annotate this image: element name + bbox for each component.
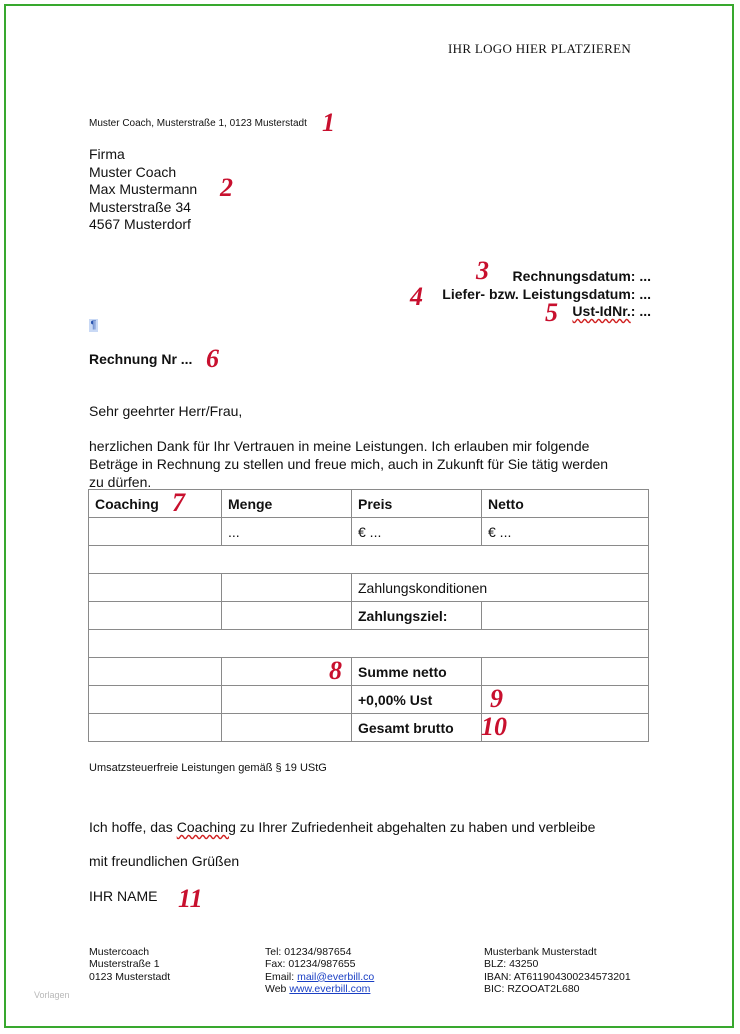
sender-line: Muster Coach, Musterstraße 1, 0123 Musterstadt	[89, 118, 307, 129]
table-cell	[89, 574, 222, 602]
recipient-line: Muster Coach	[89, 163, 177, 180]
table-cell	[89, 546, 649, 574]
table-row	[89, 574, 649, 602]
recipient-line: 4567 Musterdorf	[89, 216, 191, 232]
table-cell: € ...	[352, 518, 482, 546]
header-menge: Menge	[222, 490, 352, 518]
closing-text: zu Ihrer Zufriedenheit abgehalten zu haben und verbleibe	[235, 819, 596, 835]
footer-line: IBAN: AT611904300234573201	[484, 970, 631, 983]
table-cell	[89, 602, 222, 630]
footer-line: BLZ: 43250	[484, 958, 539, 971]
signature-name: IHR NAME	[89, 888, 158, 904]
intro-line: Beträge in Rechnung zu stellen und freue mich, auch in Zukunft für Sie tätig werden	[89, 456, 609, 472]
header-coaching: Coaching	[89, 490, 222, 518]
annotation-number-3: 3	[476, 256, 489, 285]
payment-due-value	[482, 602, 649, 630]
annotation-number-5: 5	[545, 298, 558, 327]
table-row	[89, 714, 649, 742]
annotation-number-11: 11	[178, 884, 203, 913]
footer-line: 0123 Musterstadt	[89, 970, 171, 983]
closing-sentence	[89, 819, 595, 835]
header-netto: Netto	[482, 490, 649, 518]
invoice-title: Rechnung Nr ...	[89, 351, 193, 367]
header-preis: Preis	[352, 490, 482, 518]
footer-company	[89, 946, 170, 983]
table-cell	[222, 602, 352, 630]
email-link[interactable]: mail@everbill.co	[297, 970, 375, 983]
annotation-number-10: 10	[481, 712, 507, 741]
footer-tel: Tel: 01234/987654	[265, 946, 352, 958]
closing-greeting: mit freundlichen Grüßen	[89, 853, 240, 869]
vat-id-label: Ust-IdNr.	[572, 303, 631, 319]
annotation-number-6: 6	[206, 344, 219, 373]
sum-net-label: Summe netto	[352, 658, 482, 686]
table-cell	[222, 714, 352, 742]
watermark: Vorlagen	[34, 990, 70, 1000]
footer-line: Musterstraße 1	[89, 958, 160, 971]
web-label: Web	[265, 982, 290, 995]
intro-paragraph	[89, 437, 608, 491]
footer-fax: Fax: 01234/987655	[265, 958, 356, 971]
table-cell	[89, 518, 222, 546]
table-row	[89, 518, 649, 546]
vat-label: +0,00% Ust	[352, 686, 482, 714]
footer-line: BIC: RZOOAT2L680	[484, 982, 580, 995]
intro-line: zu dürfen.	[89, 474, 152, 490]
table-cell: ...	[222, 518, 352, 546]
table-row	[89, 686, 649, 714]
table-cell	[89, 658, 222, 686]
table-row	[89, 658, 649, 686]
annotation-number-7: 7	[172, 488, 185, 517]
annotation-number-4: 4	[410, 282, 423, 311]
invoice-date: Rechnungsdatum: ...	[512, 268, 651, 284]
footer-line: Musterbank Musterstadt	[484, 946, 597, 958]
vat-id	[572, 303, 651, 319]
logo-placeholder: IHR LOGO HIER PLATZIEREN	[448, 41, 632, 56]
closing-highlight: Coaching	[176, 819, 236, 835]
table-row	[89, 630, 649, 658]
table-row	[89, 546, 649, 574]
table-cell	[89, 686, 222, 714]
table-cell	[89, 714, 222, 742]
invoice-table	[88, 489, 649, 742]
annotation-number-8: 8	[329, 656, 342, 685]
payment-terms-cell: Zahlungskonditionen	[352, 574, 649, 602]
sum-net-value	[482, 658, 649, 686]
vat-id-value: : ...	[630, 303, 651, 319]
recipient-line: Firma	[89, 146, 125, 162]
annotation-number-1: 1	[322, 108, 335, 137]
website-link[interactable]: www.everbill.com	[289, 982, 371, 995]
footer-bank	[484, 946, 631, 995]
salutation: Sehr geehrter Herr/Frau,	[89, 403, 243, 419]
footer-web	[265, 983, 374, 995]
total-gross-label: Gesamt brutto	[352, 714, 482, 742]
closing-text: Ich hoffe, das	[89, 819, 177, 835]
recipient-line: Max Mustermann	[89, 181, 198, 197]
recipient-line: Musterstraße 34	[89, 198, 191, 215]
table-row	[89, 602, 649, 630]
paragraph-mark-icon: ¶	[90, 319, 97, 331]
payment-due-label: Zahlungsziel:	[352, 602, 482, 630]
tax-note: Umsatzsteuerfreie Leistungen gemäß § 19 UStG	[89, 762, 327, 774]
annotation-number-2: 2	[220, 173, 233, 202]
vat-value	[482, 686, 649, 714]
email-label: Email:	[265, 970, 298, 983]
footer-contact	[265, 946, 374, 995]
annotation-number-9: 9	[490, 684, 503, 713]
intro-line: herzlichen Dank für Ihr Vertrauen in meine Leistungen. Ich erlauben mir folgende	[89, 438, 590, 454]
table-cell	[222, 574, 352, 602]
footer-line: Mustercoach	[89, 946, 150, 958]
table-cell: € ...	[482, 518, 649, 546]
delivery-date: Liefer- bzw. Leistungsdatum: ...	[442, 286, 651, 302]
footer-email	[265, 971, 374, 983]
recipient-address	[89, 146, 197, 234]
table-cell	[222, 686, 352, 714]
table-cell	[89, 630, 649, 658]
